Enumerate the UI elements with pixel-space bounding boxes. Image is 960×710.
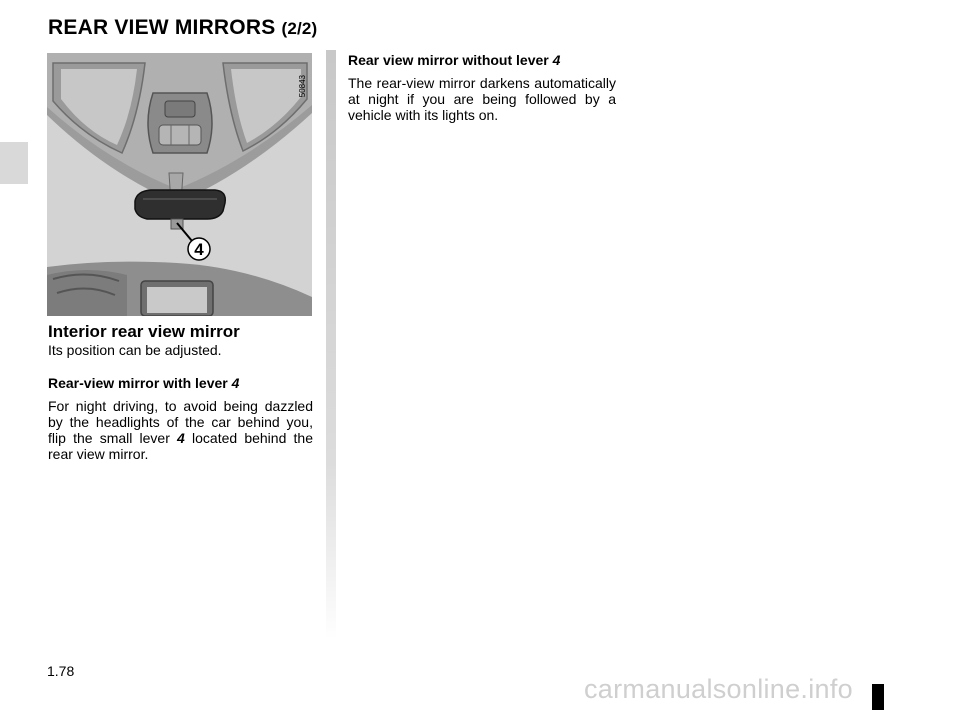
page-title [48,16,317,40]
left-column [48,322,313,462]
page-title-part: (2/2) [281,19,318,38]
intro-text: Its position can be adjusted. [48,342,222,358]
column-divider [326,50,336,640]
body-without-lever: The rear-view mirror darkens automatically at night if you are being followed by a vehicle with its lights on. [348,75,616,123]
subheading-with-lever: Rear-view mirror with lever 4 [48,375,240,391]
chapter-tab [0,142,28,184]
rear-view-mirror-illustration [47,53,312,316]
site-watermark: carmanualsonline.info [584,674,853,704]
callout-4-label: 4 [194,240,204,259]
body-with-lever: For night driving, to avoid being dazzled by the headlights of the car behind you, flip the small lever 4 located behind the rear view mirror. [48,398,313,462]
right-column [348,52,616,123]
corner-mark [872,684,884,710]
page-title-main: REAR VIEW MIRRORS [48,16,276,39]
subheading-without-lever: Rear view mirror without lever 4 [348,52,561,68]
section-heading: Interior rear view mirror [48,322,240,341]
figure-code: 50843 [298,75,307,98]
page-number: 1.78 [47,663,75,679]
